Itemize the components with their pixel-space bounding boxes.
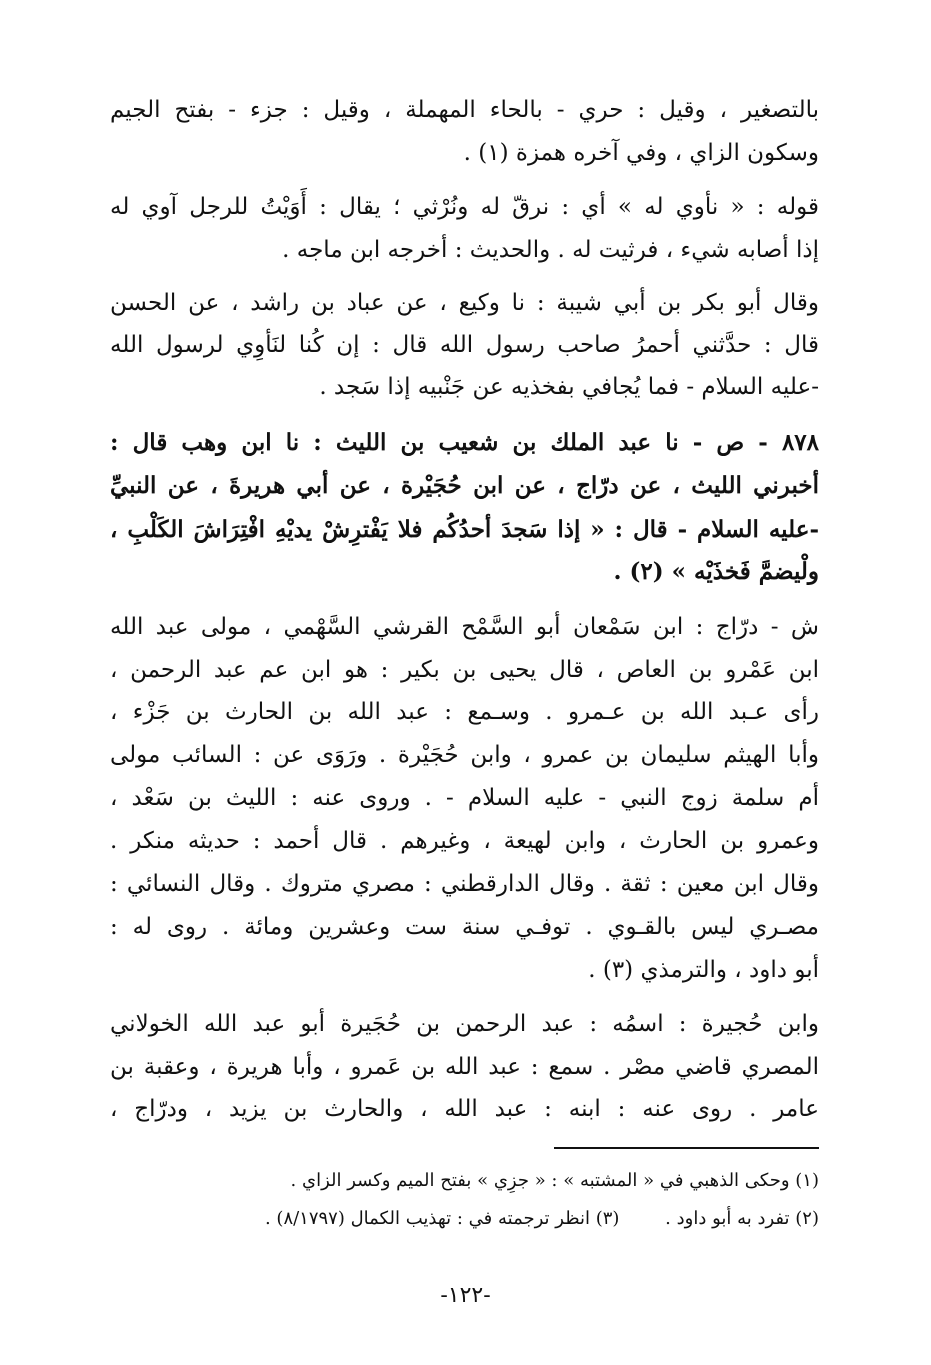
text-line: وسكون الزاي ، وفي آخره همزة (١) .: [463, 140, 819, 166]
page-number: -١٢٢-: [440, 1283, 491, 1308]
text-line: -عليه السلام - فما يُجافي بفخذيه عن جَنْبيه إذا سَجد .: [319, 374, 819, 400]
hadith-line: ولْيضمَّ فَخذَيْه » (٢) .: [613, 558, 819, 585]
text-line: وقال أبو بكر بن أبي شيبة : نا وكيع ، عن عباد بن راشد ، عن الحسن: [110, 290, 819, 316]
text-line: أم سلمة زوج النبي - عليه السلام - . وروى عنه : الليث بن سَعْد ،: [110, 785, 819, 811]
text-line: رأى عـبد الله بن عـمرو . وسـمع : عبد الله بن الحارث بن جَزْء ،: [110, 699, 819, 725]
text-line: عامر . روى عنه : ابنه : عبد الله ، والحارث بن يزيد ، ودرّاج ،: [110, 1096, 819, 1122]
hadith-line: -عليه السلام - قال : « إذا سَجدَ أحدُكُم فلا يَفْترِشْ يديْهِ افْتِرَاشَ الكَلْبِ ،: [110, 516, 819, 543]
footnote: (١) وحكى الذهبي في « المشتبه » : « جزِي » بفتح الميم وكسر الزاي .: [290, 1170, 819, 1191]
text-line: ش - درّاج : ابن سَمْعان أبو السَّمْح القرشي السَّهْمي ، مولى عبد الله: [110, 614, 819, 640]
text-line: المصري قاضي مصْر . سمع : عبد الله بن عَمرو ، وأبا هريرة ، وعقبة بن: [110, 1054, 819, 1080]
footnote: (٢) تفرد به أبو داود . (٣) انظر ترجمته في : تهذيب الكمال (٨/١٧٩٧) .: [264, 1208, 819, 1229]
text-line: بالتصغير ، وقيل : حري - بالحاء المهملة ، وقيل : جزء - بفتح الجيم: [110, 97, 819, 123]
text-line: وقال ابن معين : ثقة . وقال الدارقطني : مصري متروك . وقال النسائي :: [110, 871, 819, 897]
text-line: مصـري ليس بالقـوي . توفـي سنة ست وعشرين ومائة . روى له :: [110, 914, 819, 940]
text-line: ابن عَمْرو بن العاص ، قال يحيى بن بكير : هو ابن عم عبد الرحمن ،: [110, 657, 819, 683]
text-line: وابن حُجيرة : اسمُه : عبد الرحمن بن حُجَيرة أبو عبد الله الخولاني: [110, 1011, 819, 1037]
text-line: وعمرو بن الحارث ، وابن لهيعة ، وغيرهم . قال أحمد : حديثه منكر .: [110, 828, 819, 854]
hadith-line: ٨٧٨ - ص - نا عبد الملك بن شعيب بن الليث : نا ابن وهب قال :: [110, 429, 819, 456]
footnote-separator: [554, 1147, 819, 1149]
text-line: قال : حدَّثني أحمرُ صاحب رسول الله قال : إن كُنا لنَأوِي لرسول الله: [110, 332, 819, 358]
text-line: قوله : « نأوي له » أي : نرقّ له ونُرْثي ؛ يقال : أَوَيْتُ للرجل آوي له: [110, 194, 819, 220]
text-line: إذا أصابه شيء ، فرثيت له . والحديث : أخرجه ابن ماجه .: [282, 237, 819, 263]
hadith-line: أخبرني الليث ، عن درّاج ، عن ابن حُجَيْرة ، عن أبي هريرةَ ، عن النبيِّ: [110, 472, 819, 499]
text-line: أبو داود ، والترمذي (٣) .: [588, 957, 819, 983]
text-line: وأبا الهيثم سليمان بن عمرو ، وابن حُجَيْرة . ورَوَى عن : السائب مولى: [110, 742, 819, 768]
